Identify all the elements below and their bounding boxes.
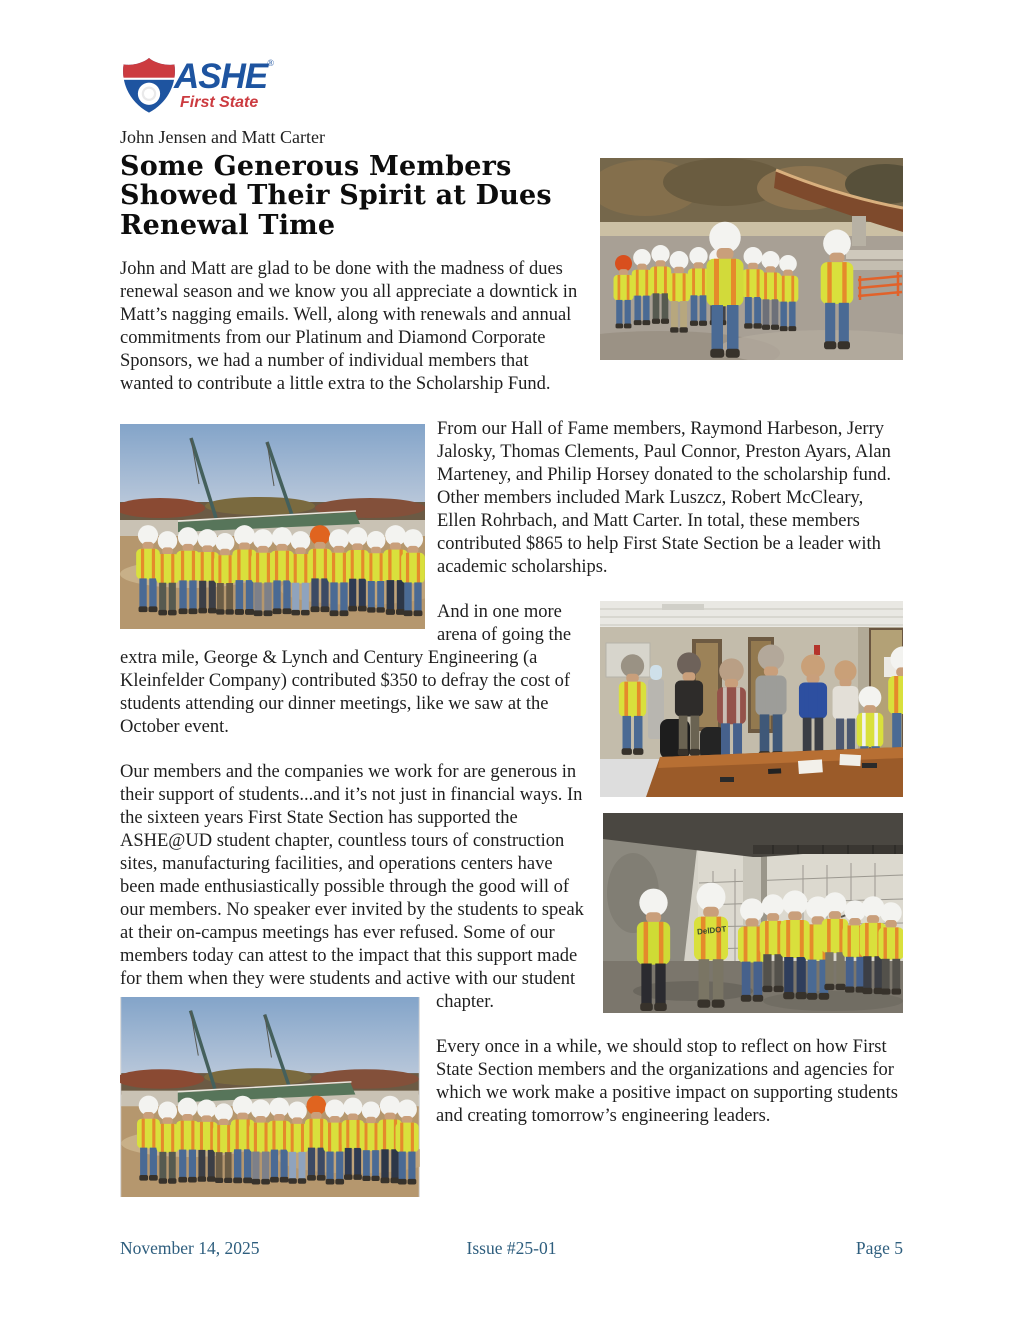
photo-group-cranes-top xyxy=(120,424,425,629)
paragraph-george-lynch-rest: arena of going the extra mile, George & Lynch and Century Engineering (a Kleinfelder Company) contributed $350 to defray the cost of students attending our dinner meetings, like we saw at the October event. xyxy=(120,625,572,738)
byline: John Jensen and Matt Carter xyxy=(120,127,325,147)
logo-org-name: ASHE xyxy=(174,57,268,96)
paragraph-member-generosity-tail: chapter. xyxy=(436,992,495,1013)
interstate-shield-icon xyxy=(120,55,178,117)
headline-line-3: Renewal Time xyxy=(120,209,336,241)
headline-line-1: Some Generous Members xyxy=(120,151,512,182)
paragraph-hall-of-fame-donors: From our Hall of Fame members, Raymond Harbeson, Jerry Jalosky, Thomas Clements, Paul Connor, Preston Ayars, Alan Marteney, and Philip Horsey donated to the scholarship fund. Other members included Mark Luszcz, Robert McCleary, Ellen Rohrbach, and Matt Carter. In total, these members contributed $865 to help First State Section be a leader with academic scholarships. xyxy=(437,419,892,578)
page-footer xyxy=(120,1238,903,1259)
photo-under-overpass xyxy=(603,813,903,1013)
paragraph-reflection: Every once in a while, we should stop to reflect on how First State Section members and the organizations and agencies for which we work make a positive impact on supporting students and creating tomorrow’s engineering leaders. xyxy=(436,1037,898,1127)
paragraph-dues-renewal: John and Matt are glad to be done with the madness of dues renewal season and we know you all appreciate a downtick in Matt’s nagging emails. Well, along with renewals and annual commitments from our Platinum and Diamond Corporate Sponsors, we had a number of individual members that wanted to contribute a little extra to the Scholarship Fund. xyxy=(120,259,578,395)
logo-text xyxy=(174,59,274,111)
logo-section-name: First State xyxy=(180,94,259,111)
photo-bridge-site-group xyxy=(600,158,903,360)
headline-line-2: Showed Their Spirit at Dues xyxy=(120,180,552,212)
footer-page-number: Page 5 xyxy=(855,1238,903,1258)
paragraph-member-generosity-main: Our members and the companies we work for are generous in their support of students...and it’s not just in financial ways. In the sixteen years First State Section has supported the ASHE@UD student chapter, countless tours of construction sites, manufacturing facilities, and operations centers have been made enthusiastically possible through the good will of our members. No speaker ever invited by the students to speak at their on-campus meetings has ever refused. Some of our members today can attest to the impact that this support made for them when they were students and active with our student xyxy=(120,762,584,990)
ashe-logo xyxy=(120,55,903,119)
vest-text-deldot: DelDOT xyxy=(696,924,727,937)
paragraph-george-lynch-intro: And in one more xyxy=(437,602,562,623)
photo-group-cranes-bottom xyxy=(120,997,420,1197)
photo-conference-room xyxy=(600,601,903,797)
footer-issue: Issue #25-01 xyxy=(466,1238,557,1258)
footer-date: November 14, 2025 xyxy=(120,1238,260,1258)
logo-registered-mark: ® xyxy=(267,58,275,68)
